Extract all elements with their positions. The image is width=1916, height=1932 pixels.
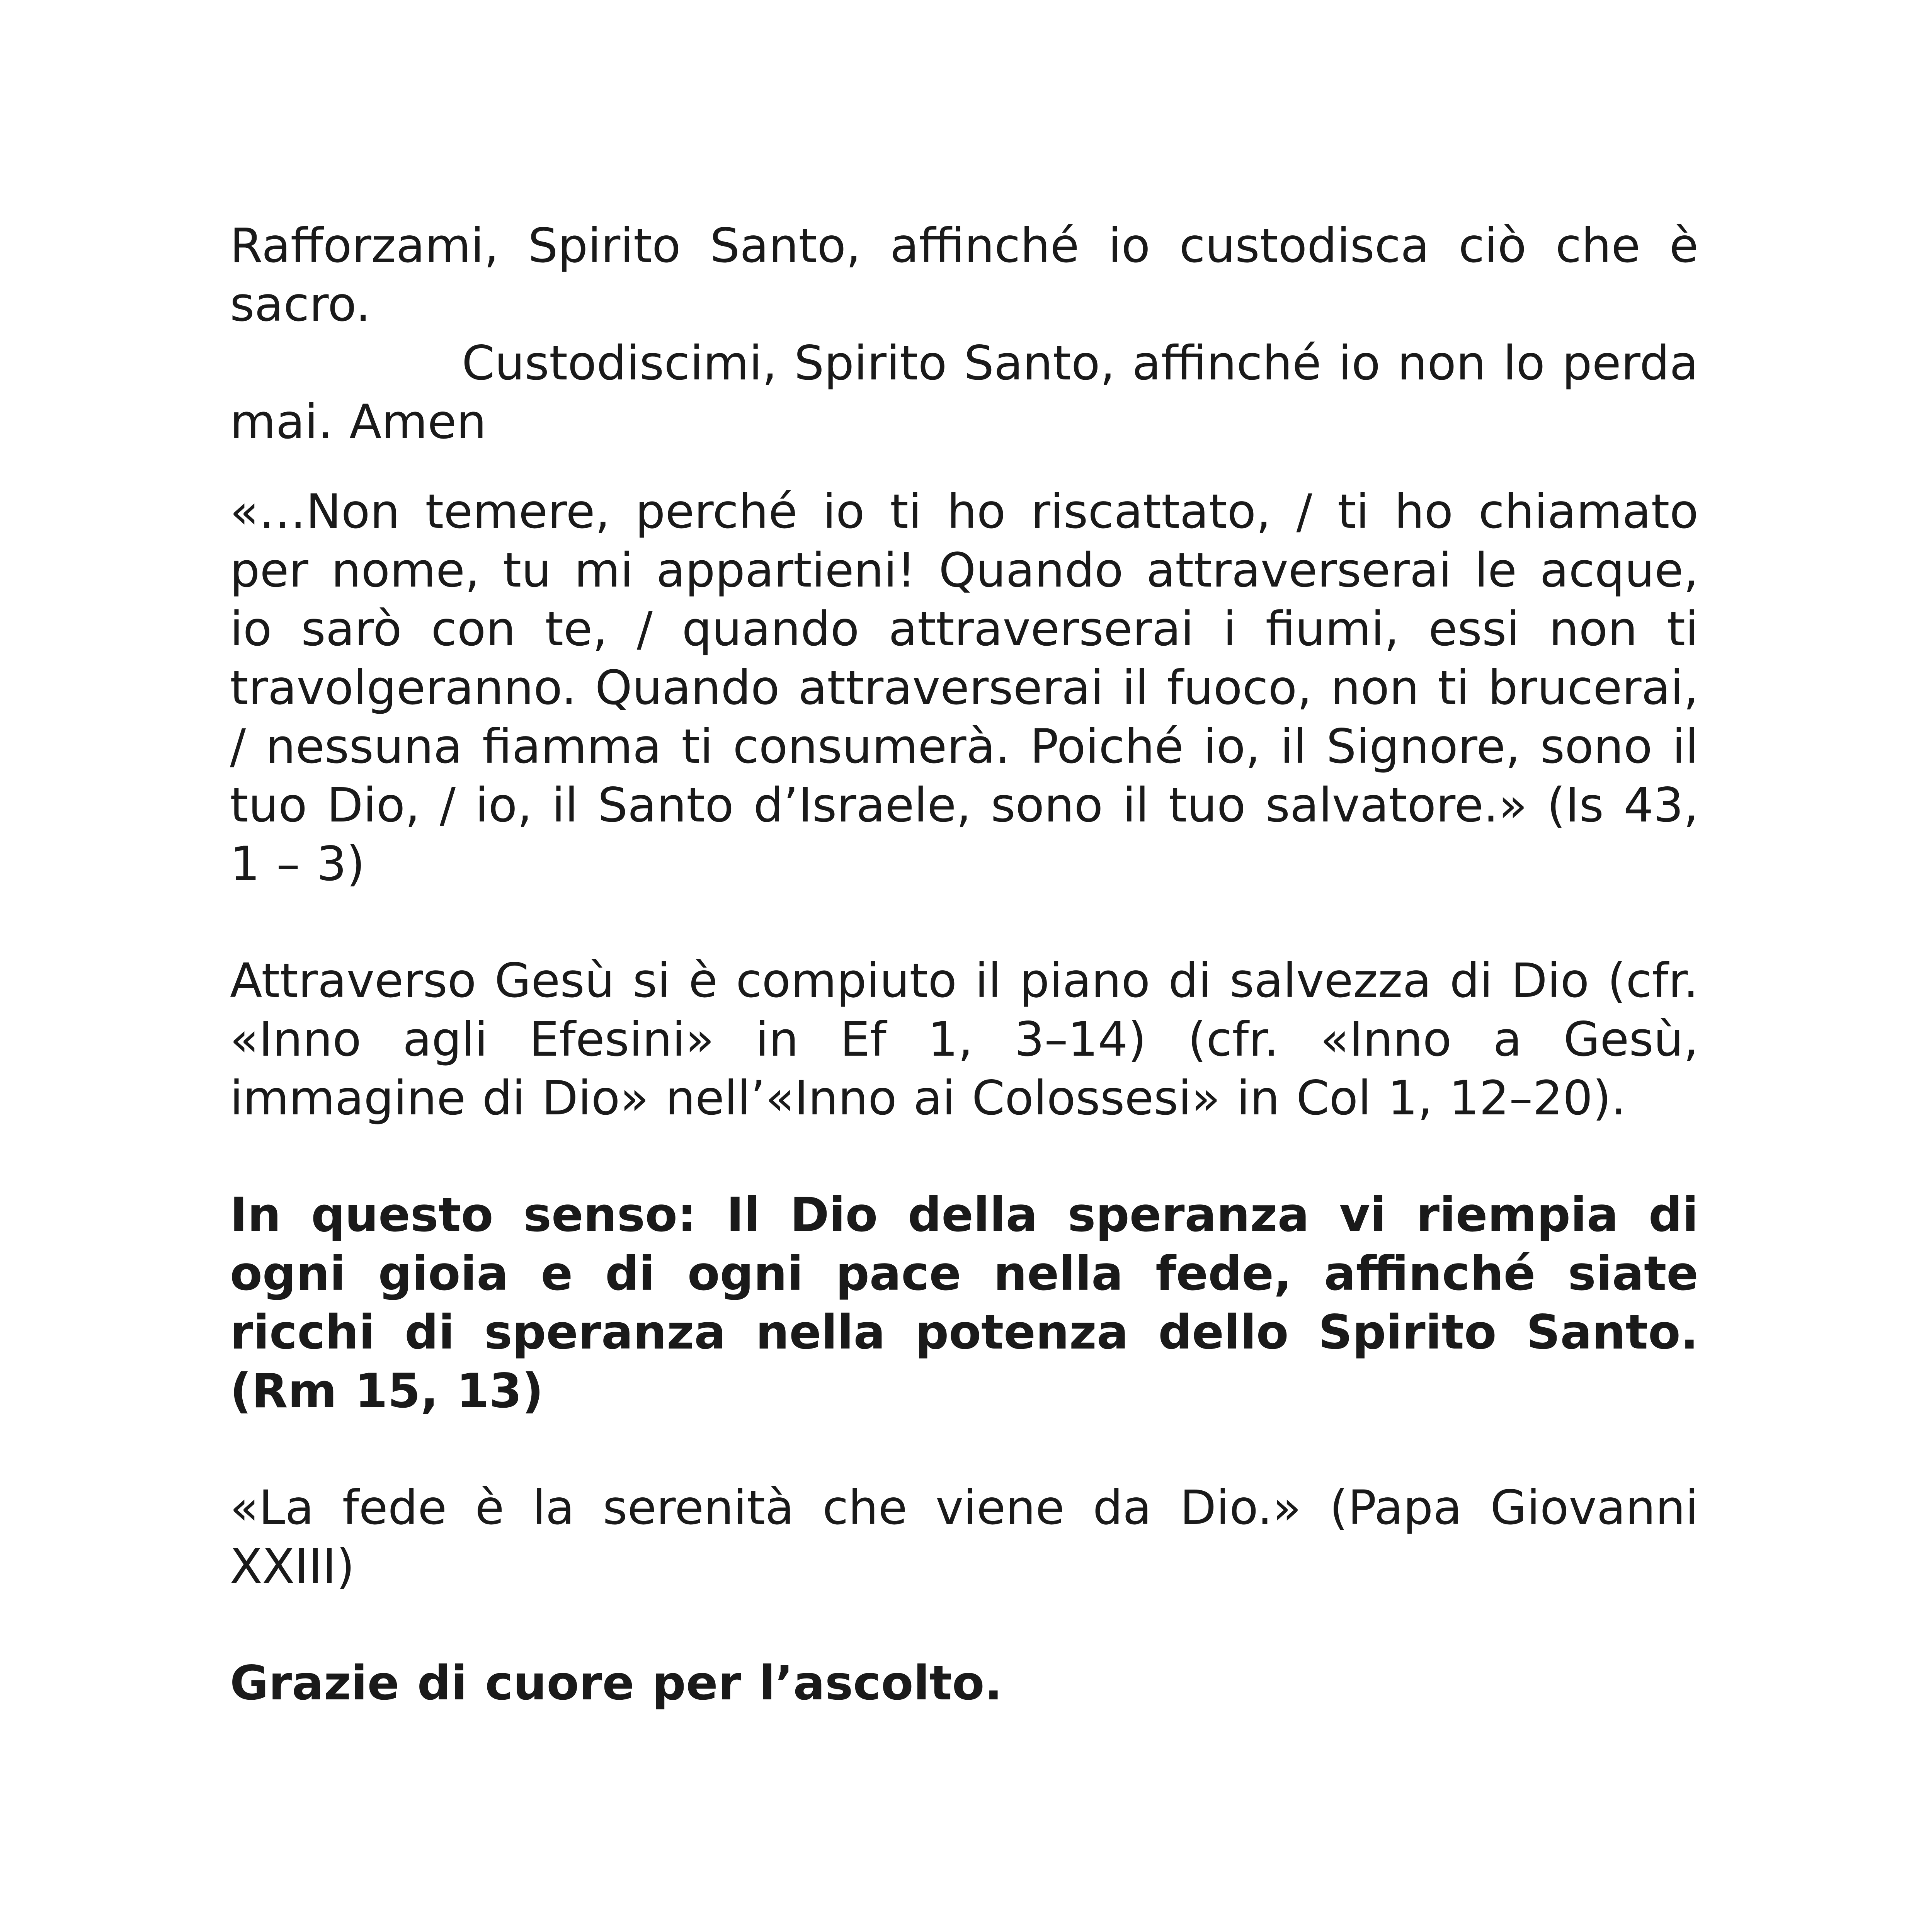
- pope-john-quote-paragraph: «La fede è la serenità che viene da Dio.» (Papa Giovanni XXIII): [230, 1480, 1698, 1594]
- isaiah-quote-paragraph: «…Non temere, perché io ti ho riscattato, / ti ho chiamato per nome, tu mi appartieni! Quando attraverserai le acque, io sarò con te, / quando attraverserai i fiumi, essi non ti travolgeranno. Quando attraverserai il fuoco, non ti brucerai, / nessuna fiamma ti consumerà. Poiché io, il Signore, sono il tuo Dio, / io, il Santo d’Israele, sono il tuo salvatore.» (Is 43, 1 – 3): [230, 484, 1698, 891]
- paragraph-spacer: [230, 451, 1698, 482]
- closing-thanks-paragraph: Grazie di cuore per l’ascolto.: [230, 1656, 1002, 1711]
- paragraph-spacer: [230, 1420, 1698, 1478]
- prayer-paragraph: [230, 216, 1698, 451]
- romans-blessing-paragraph: In questo senso: Il Dio della speranza vi riempia di ogni gioia e di ogni pace nella fede, affinché siate ricchi di speranza nella potenza dello Spirito Santo. (Rm 15, 13): [230, 1187, 1698, 1418]
- paragraph-spacer: [230, 1128, 1698, 1185]
- prayer-line-strengthen: Rafforzami, Spirito Santo, affinché io custodisca ciò che è sacro.: [230, 218, 1698, 332]
- paragraph-spacer: [230, 893, 1698, 951]
- document-body: [230, 216, 1698, 1713]
- paragraph-spacer: [230, 1596, 1698, 1654]
- prayer-line-guard: Custodiscimi, Spirito Santo, affinché io non lo perda mai. Amen: [230, 336, 1698, 449]
- salvation-plan-paragraph: Attraverso Gesù si è compiuto il piano di salvezza di Dio (cfr. «Inno agli Efesini» in Ef 1, 3–14) (cfr. «Inno a Gesù, immagine di Dio» nell’«Inno ai Colossesi» in Col 1, 12–20).: [230, 953, 1698, 1126]
